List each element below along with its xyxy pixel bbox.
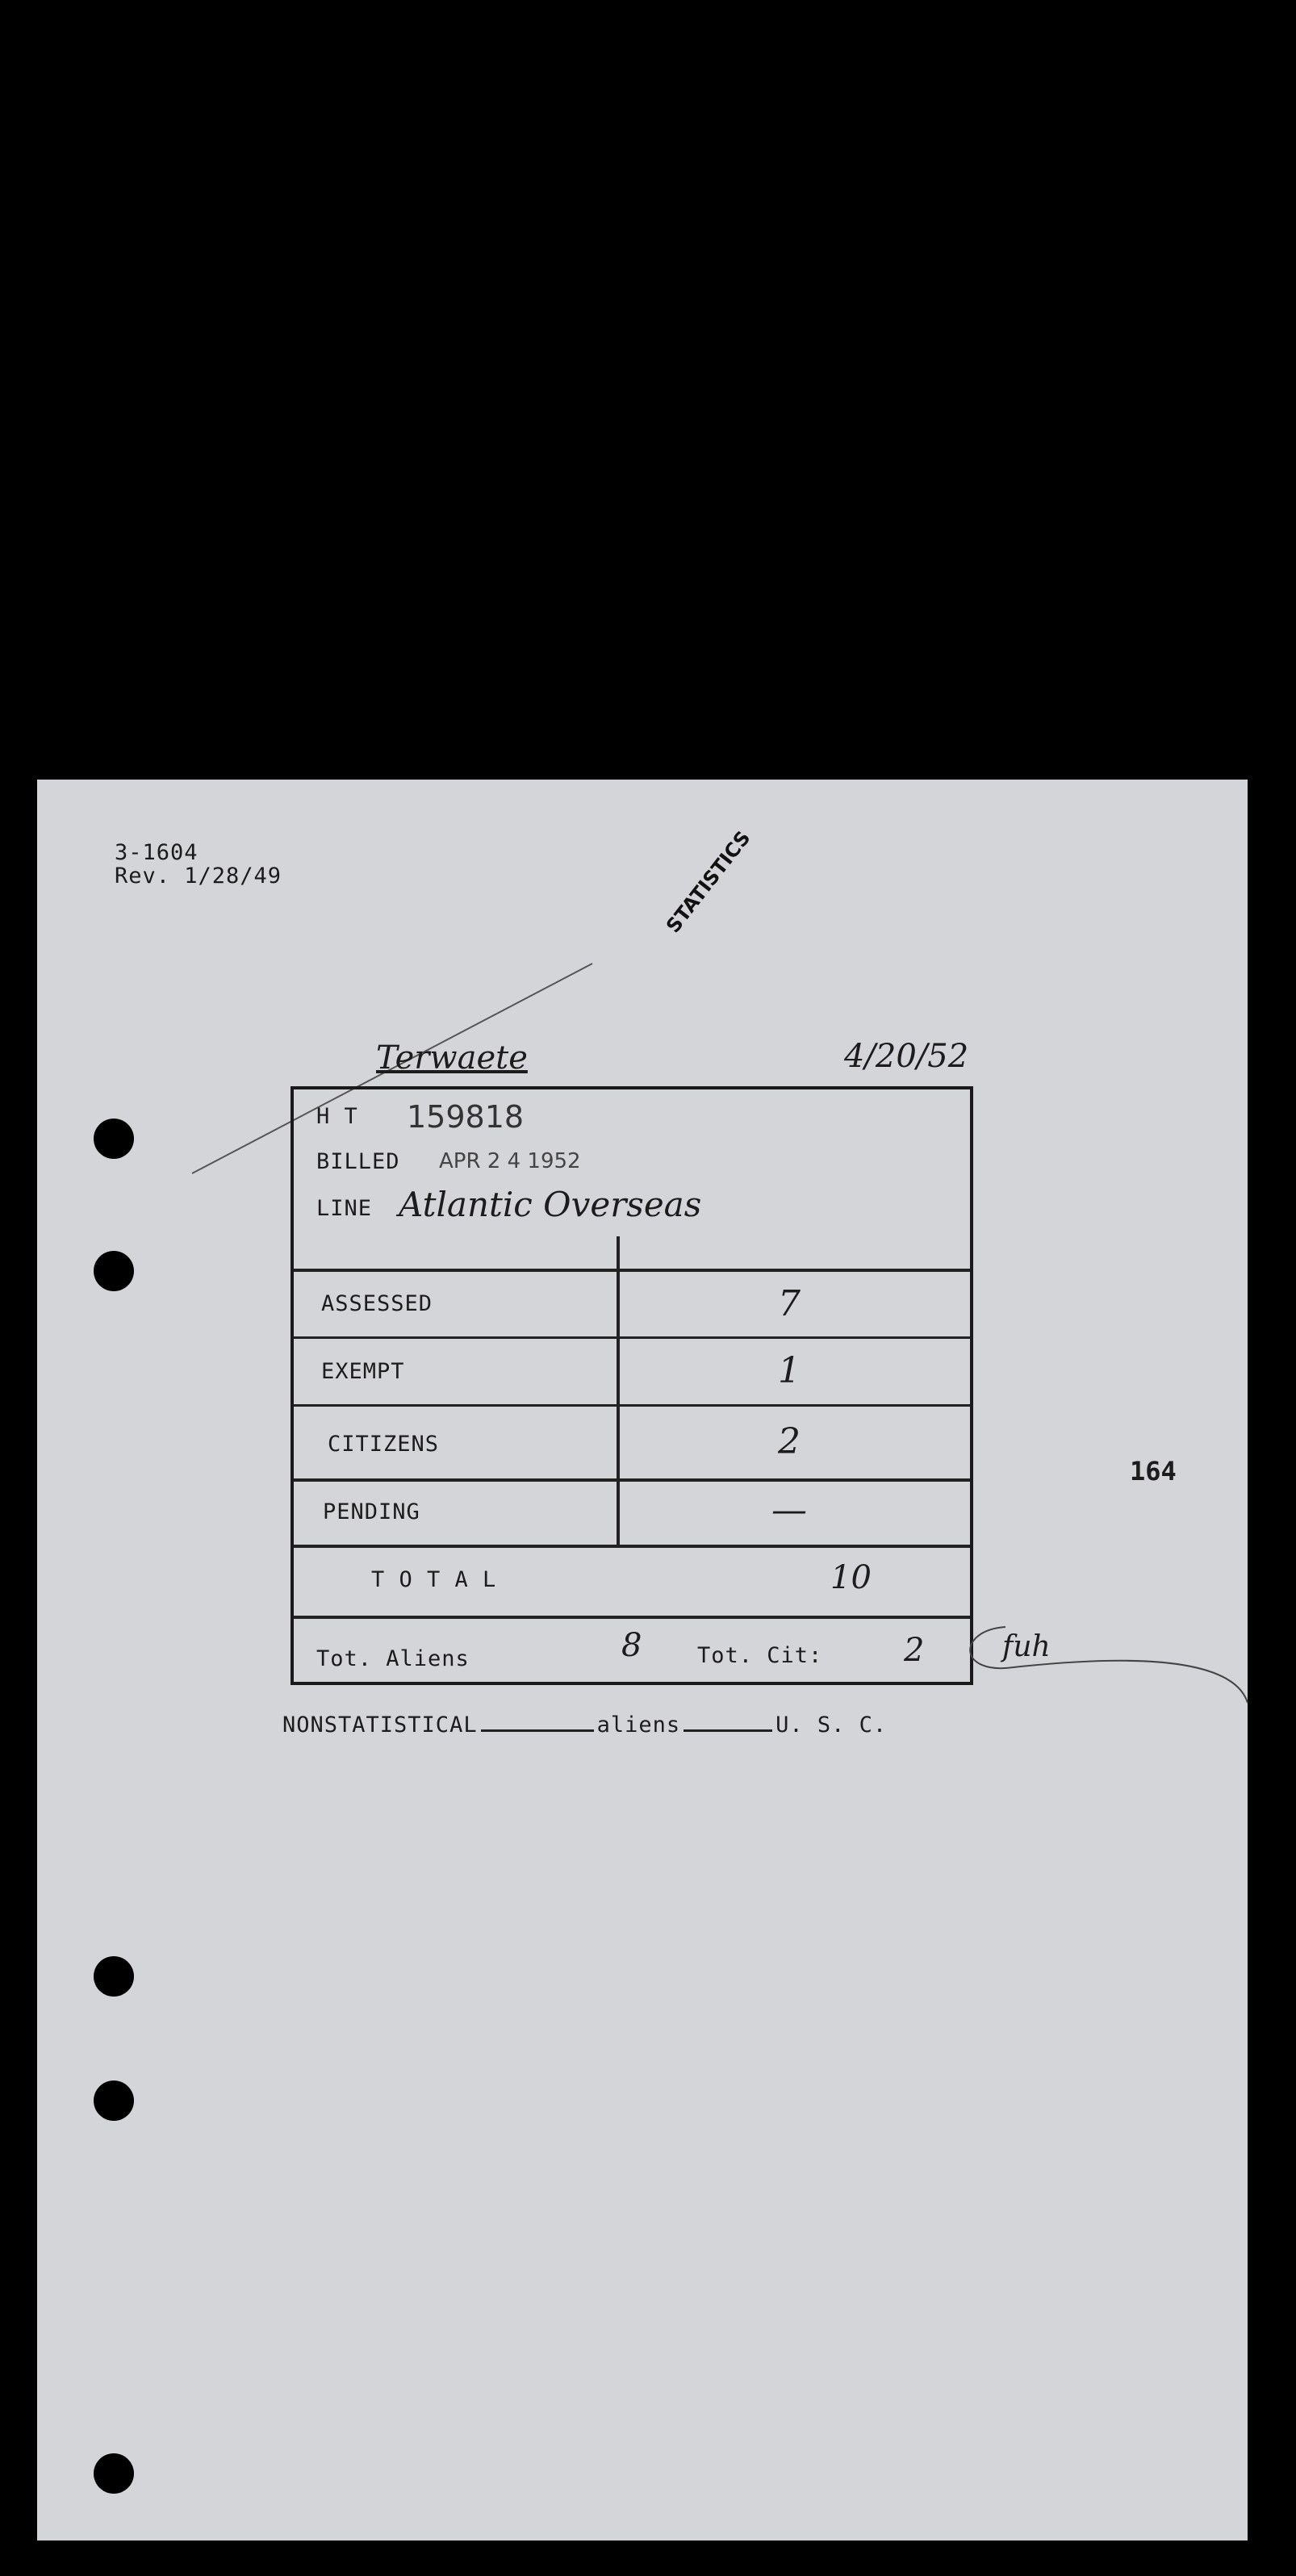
row-divider [294,1545,970,1548]
date: 4/20/52 [844,1038,969,1075]
total-label: T O T A L [371,1567,497,1592]
aliens-label: aliens [596,1712,681,1738]
blank-line [684,1729,772,1732]
punch-hole [94,2453,134,2494]
tot-aliens-value: 8 [621,1627,642,1664]
pencil-loop [941,1619,1264,1708]
assessed-value-text: 7 [778,1283,801,1324]
citizens-label: CITIZENS [328,1432,440,1457]
exempt-value-text: 1 [778,1350,801,1391]
line-label: LINE [316,1196,373,1221]
form-number: 3-1604 [115,840,199,865]
tot-cit-label: Tot. Cit: [697,1643,823,1668]
exempt-value [620,1339,970,1403]
punch-hole [94,1251,134,1291]
initials: fuh [1002,1630,1051,1663]
vessel-name: Terwaete [376,1039,528,1077]
tot-cit-value: 2 [904,1632,925,1669]
pending-value-text: — [771,1490,807,1531]
ht-label: H T [316,1104,358,1129]
billed-label: BILLED [316,1149,400,1174]
nonstatistical-row [282,1712,1009,1745]
ht-number: 159818 [407,1099,525,1135]
side-number: 164 [1130,1456,1177,1487]
tot-aliens-label: Tot. Aliens [316,1646,470,1671]
blank-line [481,1729,594,1732]
punch-hole [94,1119,134,1159]
citizens-value-text: 2 [778,1421,801,1462]
statistics-card [291,1086,973,1685]
assessed-value [620,1272,970,1336]
statistics-stamp: STATISTICS [662,826,755,938]
usc-label: U. S. C. [776,1712,888,1738]
punch-hole [94,1956,134,1997]
form-revision: Rev. 1/28/49 [115,864,282,889]
pending-label: PENDING [323,1499,420,1524]
total-value: 10 [830,1559,872,1596]
line-value: Atlantic Overseas [399,1185,702,1224]
punch-hole [94,2080,134,2121]
nonstatistical-label: NONSTATISTICAL [282,1712,478,1738]
citizens-value [620,1407,970,1478]
document-page [37,780,1248,2540]
pending-value [620,1482,970,1545]
exempt-label: EXEMPT [321,1359,405,1384]
billed-date: APR 2 4 1952 [439,1149,581,1173]
assessed-label: ASSESSED [321,1291,433,1316]
row-divider [294,1616,970,1619]
